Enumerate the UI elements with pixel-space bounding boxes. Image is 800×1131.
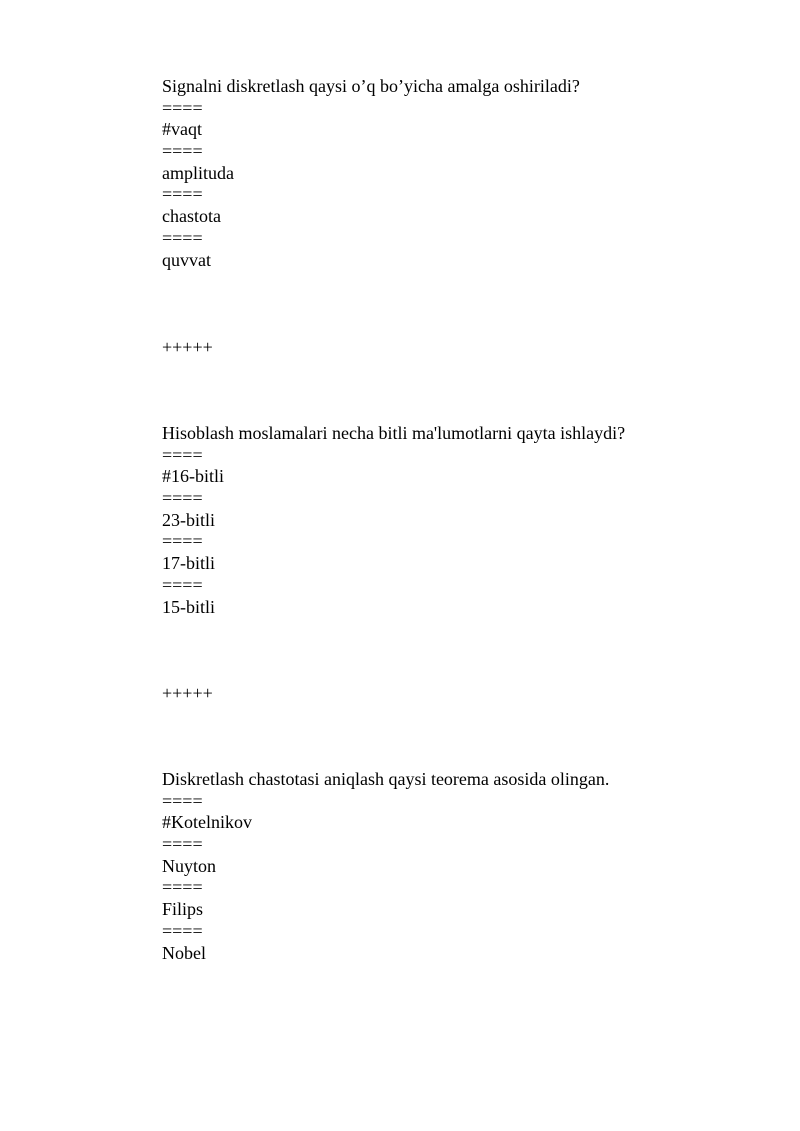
option-separator: ==== — [162, 97, 203, 118]
option-separator: ==== — [162, 920, 203, 941]
option-separator: ==== — [162, 444, 203, 465]
question-text: Hisoblash moslamalari necha bitli ma'lumotlarni qayta ishlaydi? — [162, 423, 626, 443]
option-correct: #vaqt — [162, 119, 202, 140]
option: Nobel — [162, 942, 206, 963]
option-separator: ==== — [162, 488, 203, 509]
option-separator: ==== — [162, 877, 203, 898]
question-text: Diskretlash chastotasi aniqlash qaysi teorema asosida olingan. — [162, 769, 610, 789]
option-separator: ==== — [162, 227, 203, 248]
option-separator: ==== — [162, 834, 203, 855]
option-separator: ==== — [162, 574, 203, 595]
option: 17-bitli — [162, 553, 215, 574]
option: 23-bitli — [162, 509, 215, 530]
option-correct: #16-bitli — [162, 466, 224, 487]
option: amplituda — [162, 162, 234, 183]
option-separator: ==== — [162, 184, 203, 205]
option: chastota — [162, 206, 221, 227]
question-block-1 — [162, 76, 762, 271]
question-text: Signalni diskretlash qaysi o’q bo’yicha amalga oshiriladi? — [162, 76, 580, 96]
option: Nuyton — [162, 855, 216, 876]
option-separator: ==== — [162, 141, 203, 162]
option-correct: #Kotelnikov — [162, 812, 252, 833]
option: Filips — [162, 899, 204, 920]
question-block-3 — [162, 769, 762, 964]
option-separator: ==== — [162, 790, 203, 811]
question-block-2 — [162, 423, 762, 618]
option: quvvat — [162, 249, 211, 270]
question-divider: +++++ — [162, 683, 213, 703]
option-separator: ==== — [162, 531, 203, 552]
option: 15-bitli — [162, 596, 215, 617]
question-divider: +++++ — [162, 337, 213, 357]
